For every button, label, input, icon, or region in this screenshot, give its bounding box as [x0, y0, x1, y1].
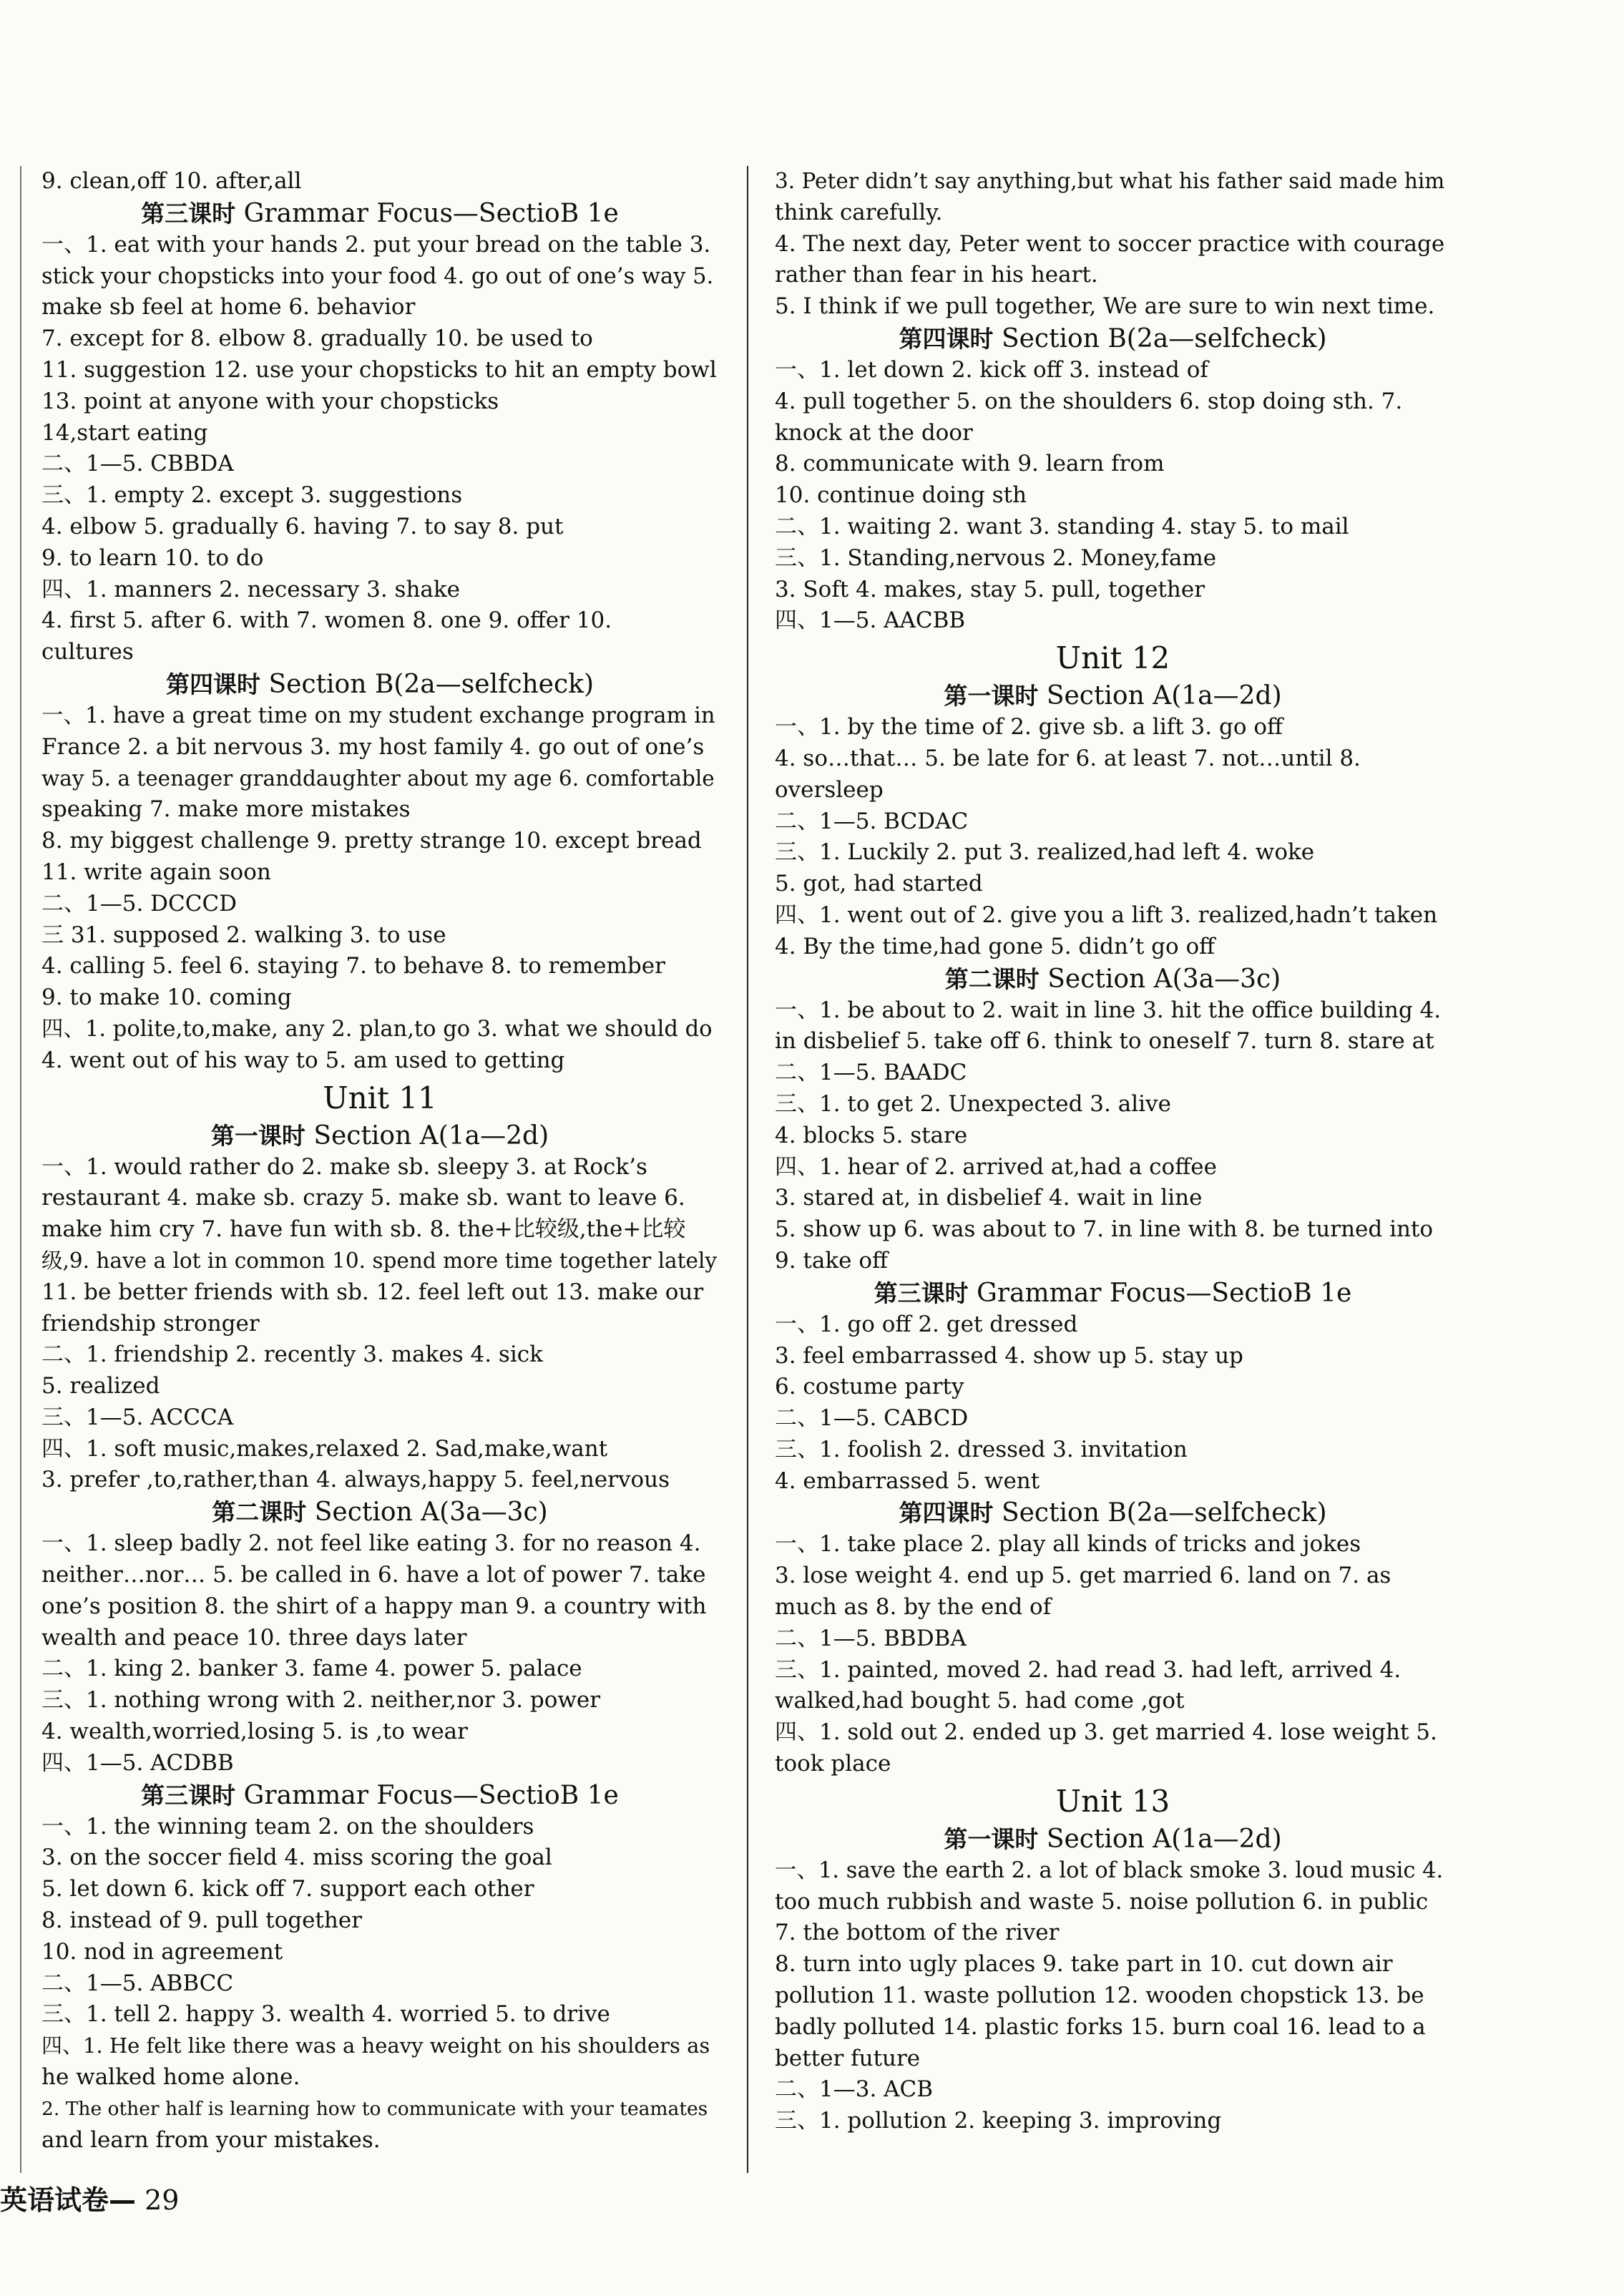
answer-line: 二、1—5. BAADC — [775, 1060, 967, 1086]
answer-line: 4. wealth,worried,losing 5. is ,to wear — [41, 1719, 468, 1745]
answer-line: 8. communicate with 9. learn from — [775, 451, 1165, 477]
answer-line: 11. write again soon — [41, 859, 271, 885]
lesson-section: Section B(2a—selfcheck) — [1001, 323, 1327, 353]
right-column — [775, 166, 1451, 2137]
answer-line: 二、1. friendship 2. recently 3. makes 4. sick — [41, 1342, 543, 1368]
lesson-section: Section A(1a—2d) — [1046, 1824, 1282, 1854]
column-divider — [747, 166, 748, 2173]
answer-line: 二、1. king 2. banker 3. fame 4. power 5. palace — [41, 1656, 582, 1682]
answer-line: 四、1. manners 2. necessary 3. shake — [41, 576, 461, 602]
answer-line: 5. show up 6. was about to 7. in line with 8. be turned into — [775, 1216, 1434, 1243]
answer-line: 4. first 5. after 6. with 7. women 8. one 9. offer 10. — [41, 607, 612, 634]
answer-line: 四、1. polite,to,make, any 2. plan,to go 3. what we should do — [41, 1016, 713, 1042]
answer-line: took place — [775, 1751, 891, 1777]
lesson-number: 第二课时 — [212, 1498, 307, 1527]
answer-line: restaurant 4. make sb. crazy 5. make sb. want to leave 6. — [41, 1185, 685, 1211]
lesson-heading — [41, 197, 718, 230]
answer-line: 二、1—5. DCCCD — [41, 890, 238, 917]
answer-line: pollution 11. waste pollution 12. wooden chopstick 13. be — [775, 1983, 1424, 2009]
answer-line: 9. clean,off 10. after,all — [41, 168, 302, 194]
lesson-number: 第二课时 — [944, 964, 1040, 993]
answer-line: 四、1. soft music,makes,relaxed 2. Sad,make,want — [41, 1435, 608, 1462]
answer-line: 3. lose weight 4. end up 5. get married 6. land on 7. as — [775, 1563, 1391, 1589]
answer-line: 4. calling 5. feel 6. staying 7. to behave 8. to remember — [41, 953, 665, 980]
answer-line: wealth and peace 10. three days later — [41, 1624, 467, 1651]
answer-line: 一、1. take place 2. play all kinds of tricks and jokes — [775, 1531, 1361, 1558]
answer-line: 3. Soft 4. makes, stay 5. pull, together — [775, 576, 1205, 602]
answer-line: 3. prefer ,to,rather,than 4. always,happy 5. feel,nervous — [41, 1467, 670, 1493]
answer-line: 三、1. tell 2. happy 3. wealth 4. worried 5. to drive — [41, 2001, 610, 2028]
answer-line: 10. nod in agreement — [41, 1938, 283, 1965]
lesson-section: Section A(3a—3c) — [314, 1498, 548, 1528]
answer-line: cultures — [41, 639, 134, 665]
answer-line: stick your chopsticks into your food 4. go out of one’s way 5. — [41, 263, 714, 289]
answer-line: 三、1. to get 2. Unexpected 3. alive — [775, 1090, 1171, 1117]
answer-line: in disbelief 5. take off 6. think to oneself 7. turn 8. stare at — [775, 1028, 1434, 1055]
answer-line: make sb feel at home 6. behavior — [41, 294, 416, 321]
binding-edge-line — [20, 166, 21, 2173]
unit-heading: Unit 11 — [323, 1080, 437, 1115]
answer-line: think carefully. — [775, 199, 943, 225]
answer-line: one’s position 8. the shirt of a happy man 9. a country with — [41, 1593, 707, 1619]
answer-line: 4. By the time,had gone 5. didn’t go off — [775, 933, 1215, 959]
answer-line: 8. turn into ugly places 9. take part in 10. cut down air — [775, 1951, 1393, 1978]
answer-line: 3. Peter didn’t say anything,but what his father said made him — [775, 169, 1445, 193]
answer-line: he walked home alone. — [41, 2064, 300, 2091]
answer-line: 一、1. let down 2. kick off 3. instead of — [775, 356, 1208, 383]
lesson-heading — [41, 1120, 718, 1152]
answer-line: 4. blocks 5. stare — [775, 1122, 968, 1148]
answer-line: 3. on the soccer field 4. miss scoring the goal — [41, 1845, 552, 1871]
answer-line: 5. let down 6. kick off 7. support each other — [41, 1876, 534, 1902]
answer-line: 一、1. eat with your hands 2. put your bread on the table 3. — [41, 231, 711, 258]
answer-line: 7. the bottom of the river — [775, 1920, 1060, 1946]
lesson-section: Grammar Focus—SectioB 1e — [243, 198, 619, 228]
answer-line: much as 8. by the end of — [775, 1594, 1052, 1621]
answer-line: France 2. a bit nervous 3. my host family 4. go out of one’s — [41, 733, 705, 760]
lesson-section: Section A(1a—2d) — [313, 1120, 549, 1151]
answer-line: make him cry 7. have fun with sb. 8. the+比较级,the+比较 — [41, 1216, 686, 1243]
answer-line: rather than fear in his heart. — [775, 262, 1098, 288]
answer-line: 一、1. would rather do 2. make sb. sleepy 3. at Rock’s — [41, 1153, 647, 1180]
answer-line: 二、1—5. ABBCC — [41, 1970, 234, 1996]
lesson-number: 第一课时 — [944, 1824, 1039, 1853]
lesson-heading — [775, 1277, 1451, 1309]
answer-line: 四、1. went out of 2. give you a lift 3. realized,hadn’t taken — [775, 902, 1438, 928]
answer-line: knock at the door — [775, 419, 973, 446]
answer-line: 一、1. be about to 2. wait in line 3. hit the office building 4. — [775, 997, 1442, 1023]
answer-line: badly polluted 14. plastic forks 15. burn coal 16. lead to a — [775, 2013, 1426, 2040]
lesson-section: Grammar Focus—SectioB 1e — [243, 1780, 619, 1810]
answer-line: 13. point at anyone with your chopsticks — [41, 388, 499, 414]
lesson-number: 第三课时 — [141, 1781, 236, 1809]
answer-line: 二、1—5. CABCD — [775, 1405, 969, 1432]
answer-line: 4. so…that… 5. be late for 6. at least 7. not…until 8. — [775, 745, 1361, 771]
answer-line: 三、1. empty 2. except 3. suggestions — [41, 482, 463, 509]
page-number: 29 — [136, 2184, 180, 2216]
lesson-heading — [41, 1496, 718, 1528]
answer-line: 9. to make 10. coming — [41, 985, 292, 1011]
answer-line: 一、1. sleep badly 2. not feel like eating 3. for no reason 4. — [41, 1530, 701, 1557]
lesson-heading — [775, 1497, 1451, 1529]
answer-line: 三、1. nothing wrong with 2. neither,nor 3. power — [41, 1687, 601, 1714]
answer-line: walked,had bought 5. had come ,got — [775, 1688, 1185, 1714]
answer-line: 三、1. Luckily 2. put 3. realized,had left 4. woke — [775, 839, 1315, 866]
answer-line: and learn from your mistakes. — [41, 2126, 381, 2153]
lesson-heading — [775, 323, 1451, 355]
answer-line: 四、1. He felt like there was a heavy weight on his shoulders as — [41, 2033, 710, 2058]
answer-line: 7. except for 8. elbow 8. gradually 10. be used to — [41, 326, 593, 352]
answer-line: 10. continue doing sth — [775, 482, 1027, 509]
answer-line: 三、1. Standing,nervous 2. Money,fame — [775, 544, 1217, 571]
answer-line: 一、1. the winning team 2. on the shoulders — [41, 1813, 534, 1840]
answer-line: 三、1. foolish 2. dressed 3. invitation — [775, 1436, 1188, 1462]
answer-line: 四、1. sold out 2. ended up 3. get married 4. lose weight 5. — [775, 1719, 1437, 1746]
answer-line: 5. I think if we pull together, We are sure to win next time. — [775, 293, 1435, 320]
answer-line: 5. got, had started — [775, 871, 983, 897]
answer-line: better future — [775, 2045, 921, 2071]
unit-heading: Unit 13 — [1055, 1783, 1170, 1819]
lesson-number: 第一课时 — [210, 1121, 305, 1150]
page-footer — [0, 2182, 179, 2218]
answer-line: 三、1. painted, moved 2. had read 3. had left, arrived 4. — [775, 1656, 1402, 1683]
answer-line: 3. stared at, in disbelief 4. wait in line — [775, 1185, 1203, 1211]
lesson-section: Section A(1a—2d) — [1046, 681, 1282, 711]
lesson-heading — [41, 1779, 718, 1812]
lesson-section: Grammar Focus—SectioB 1e — [977, 1278, 1352, 1308]
answer-line: 4. The next day, Peter went to soccer practice with courage — [775, 230, 1445, 257]
answer-line: 3. feel embarrassed 4. show up 5. stay up — [775, 1342, 1243, 1369]
lesson-number: 第四课时 — [899, 324, 994, 353]
answer-line: 8. instead of 9. pull together — [41, 1907, 363, 1934]
left-column — [41, 166, 718, 2156]
answer-line: speaking 7. make more mistakes — [41, 796, 411, 823]
answer-line: 二、1. waiting 2. want 3. standing 4. stay 5. to mail — [775, 513, 1349, 539]
answer-line: 4. embarrassed 5. went — [775, 1467, 1040, 1494]
answer-line: 三 31. supposed 2. walking 3. to use — [41, 922, 446, 948]
answer-line: 级,9. have a lot in common 10. spend more time together lately — [41, 1248, 718, 1273]
answer-line: 9. to learn 10. to do — [41, 544, 264, 571]
answer-line: 二、1—3. ACB — [775, 2076, 934, 2103]
answer-line: 14,start eating — [41, 419, 208, 446]
answer-line: 一、1. save the earth 2. a lot of black smoke 3. loud music 4. — [775, 1857, 1444, 1883]
lesson-heading — [775, 1823, 1451, 1855]
lesson-number: 第一课时 — [944, 682, 1039, 710]
answer-line: 三、1. pollution 2. keeping 3. improving — [775, 2108, 1222, 2134]
answer-line: 4. pull together 5. on the shoulders 6. stop doing sth. 7. — [775, 388, 1403, 414]
answer-line: way 5. a teenager granddaughter about my age 6. comfortable — [41, 766, 715, 791]
answer-line: 一、1. have a great time on my student exchange program in — [41, 703, 715, 728]
lesson-section: Section B(2a—selfcheck) — [268, 669, 595, 699]
answer-line: 6. costume party — [775, 1374, 964, 1400]
answer-line: 二、1—5. CBBDA — [41, 451, 234, 477]
lesson-number: 第四课时 — [165, 670, 260, 698]
answer-line: 四、1—5. ACDBB — [41, 1749, 234, 1776]
lesson-number: 第四课时 — [899, 1499, 994, 1528]
answer-line: friendship stronger — [41, 1310, 260, 1337]
answer-line: neither…nor… 5. be called in 6. have a lot of power 7. take — [41, 1562, 706, 1588]
answer-line: too much rubbish and waste 5. noise pollution 6. in public — [775, 1888, 1429, 1915]
lesson-heading — [775, 680, 1451, 712]
answer-line: 四、1—5. AACBB — [775, 607, 966, 634]
answer-line: 4. went out of his way to 5. am used to getting — [41, 1047, 565, 1073]
lesson-section: Section A(3a—3c) — [1047, 964, 1281, 994]
lesson-section: Section B(2a—selfcheck) — [1001, 1498, 1327, 1528]
answer-line: 四、1. hear of 2. arrived at,had a coffee — [775, 1153, 1217, 1180]
footer-subject: 英语试卷— — [0, 2184, 137, 2216]
answer-line: 11. suggestion 12. use your chopsticks to hit an empty bowl — [41, 356, 717, 383]
answer-line: oversleep — [775, 776, 884, 803]
answer-line: 一、1. by the time of 2. give sb. a lift 3. go off — [775, 714, 1283, 741]
lesson-number: 第三课时 — [874, 1279, 969, 1307]
answer-line: 二、1—5. BCDAC — [775, 808, 969, 834]
answer-line: 二、1—5. BBDBA — [775, 1625, 967, 1651]
answer-line: 9. take off — [775, 1247, 889, 1274]
unit-heading: Unit 12 — [1055, 640, 1170, 676]
answer-line: 8. my biggest challenge 9. pretty strange 10. except bread — [41, 828, 702, 854]
answer-line: 4. elbow 5. gradually 6. having 7. to say 8. put — [41, 513, 564, 539]
lesson-number: 第三课时 — [141, 199, 236, 228]
answer-line: 一、1. go off 2. get dressed — [775, 1311, 1078, 1337]
answer-line: 三、1—5. ACCCA — [41, 1404, 234, 1430]
lesson-heading — [775, 963, 1451, 995]
answer-line: 2. The other half is learning how to communicate with your teamates — [41, 2097, 708, 2120]
lesson-heading — [41, 668, 718, 700]
answer-line: 5. realized — [41, 1373, 160, 1399]
answer-line: 11. be better friends with sb. 12. feel left out 13. make our — [41, 1279, 704, 1305]
